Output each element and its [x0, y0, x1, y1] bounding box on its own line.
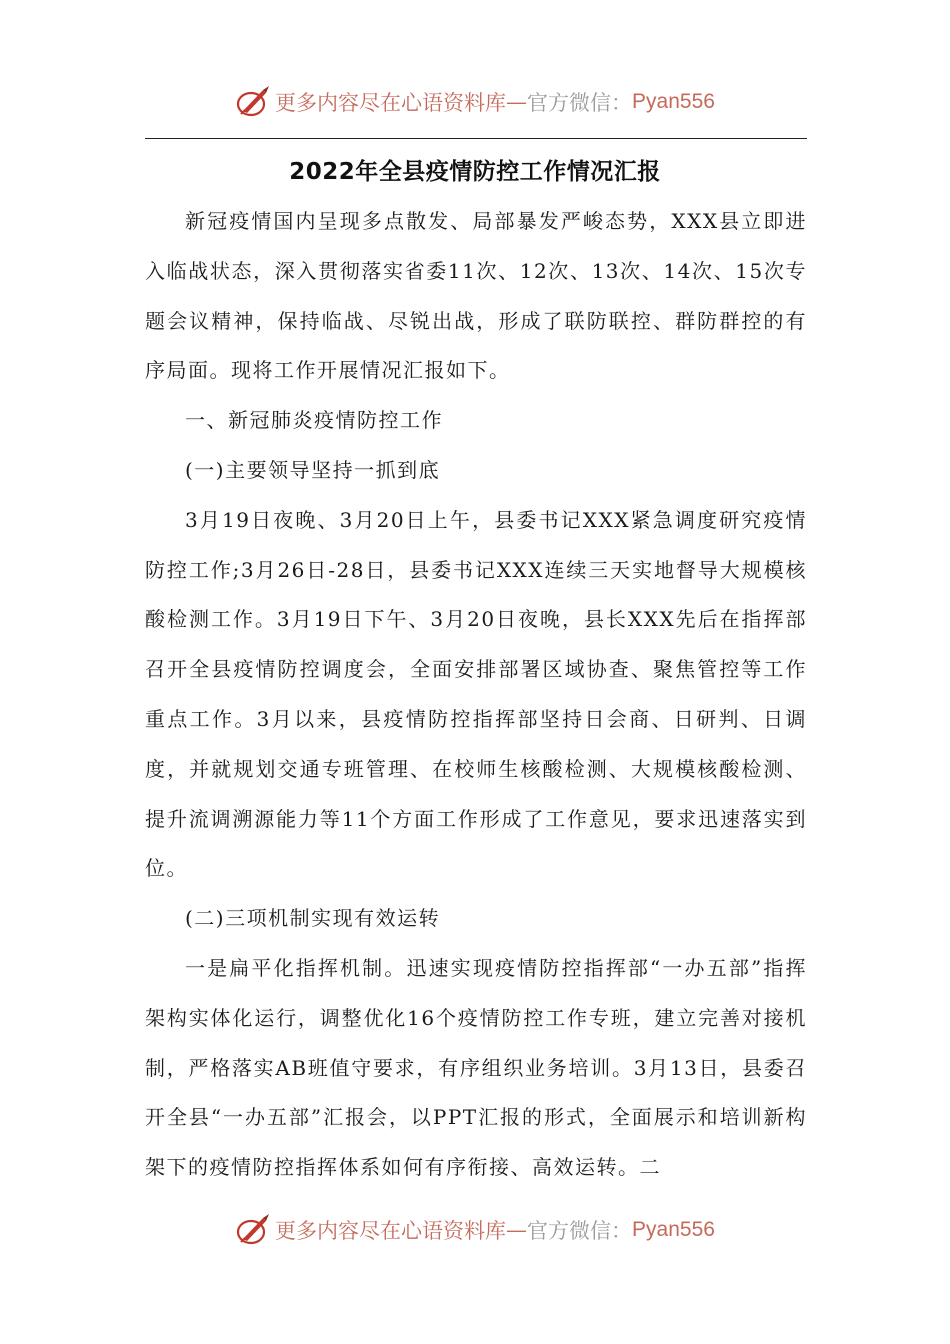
quill-pen-logo-icon	[235, 1212, 271, 1248]
header-watermark-banner	[0, 78, 950, 126]
subsection-heading-1: (一)主要领导坚持一抓到底	[185, 457, 441, 482]
subsection-heading-2: (二)三项机制实现有效运转	[185, 906, 441, 931]
brand-text: 更多内容尽在心语资料库	[275, 1219, 507, 1243]
paragraph-leadership: 3月19日夜晚、3月20日上午，县委书记XXX紧急调度研究疫情防控工作;3月26日-28日，县委书记XXX连续三天实地督导大规模核酸检测工作。3月19日下午、3月20日夜晚，县长XXX先后在指挥部召开全县疫情防控调度会，全面安排部署区域协查、聚焦管控等工作重点工作。3月以来，县疫情防控指挥部坚持日会商、日研判、日调度，并就规划交通专班管理、在校师生核酸检测、大规模核酸检测、提升流调溯源能力等11个方面工作形成了工作意见，要求迅速落实到位。	[145, 507, 807, 881]
paragraph-mechanism: 一是扁平化指挥机制。迅速实现疫情防控指挥部“一办五部”指挥架构实体化运行，调整优化16个疫情防控工作专班，建立完善对接机制，严格落实AB班值守要求，有序组织业务培训。3月13日，县委召开全县“一办五部”汇报会，以PPT汇报的形式，全面展示和培训新构架下的疫情防控指挥体系如何有序衔接、高效运转。二	[145, 955, 807, 1180]
wechat-label: 官方微信：	[527, 1219, 633, 1243]
paragraph-intro: 新冠疫情国内呈现多点散发、局部暴发严峻态势，XXX县立即进入临战状态，深入贯彻落实省委11次、12次、13次、14次、15次专题会议精神，保持临战、尽锐出战，形成了联防联控、群防群控的有序局面。现将工作开展情况汇报如下。	[145, 209, 807, 383]
wechat-id: Pyan556	[632, 90, 715, 113]
brand-separator: —	[506, 90, 528, 114]
wechat-label: 官方微信：	[527, 91, 633, 115]
header-divider	[145, 138, 807, 139]
document-title: 2022年全县疫情防控工作情况汇报	[289, 159, 661, 185]
brand-text: 更多内容尽在心语资料库	[275, 91, 507, 115]
quill-pen-logo-icon	[235, 84, 271, 120]
footer-watermark-banner	[0, 1206, 950, 1254]
wechat-id: Pyan556	[632, 1218, 715, 1241]
brand-separator: —	[506, 1218, 528, 1242]
section-heading-1: 一、新冠肺炎疫情防控工作	[185, 408, 443, 433]
document-body	[145, 197, 807, 1193]
